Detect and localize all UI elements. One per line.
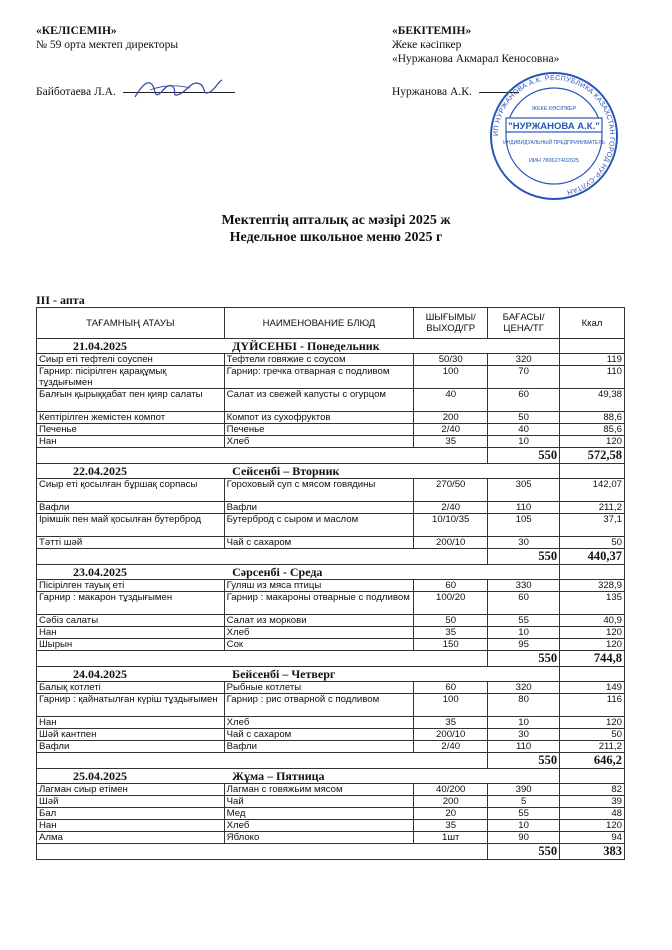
- dish-kcal: 328,9: [560, 580, 625, 592]
- dish-name-ru: Чай с сахаром: [224, 729, 414, 741]
- table-row: [37, 366, 625, 389]
- day-date: 21.04.2025: [37, 339, 225, 354]
- dish-name-kz: Алма: [37, 832, 225, 844]
- approval-right-position: Жеке кәсіпкер: [392, 39, 462, 51]
- table-row: [37, 424, 625, 436]
- total-row: [37, 549, 625, 565]
- right-signer-name: Нуржанова А.К.: [392, 86, 472, 98]
- dish-name-kz: Печенье: [37, 424, 225, 436]
- left-signer-name: Байботаева Л.А.: [36, 86, 116, 98]
- column-header-price: БАҒАСЫ/ ЦЕНА/ТГ: [488, 308, 560, 339]
- dish-price: 95: [488, 639, 560, 651]
- table-row: [37, 820, 625, 832]
- dish-kcal: 82: [560, 784, 625, 796]
- dish-price: 5: [488, 796, 560, 808]
- dish-name-kz: Шәй кантпен: [37, 729, 225, 741]
- day-date: 22.04.2025: [37, 464, 225, 479]
- dish-name-ru: Хлеб: [224, 627, 414, 639]
- table-row: [37, 832, 625, 844]
- dish-name-kz: Нан: [37, 717, 225, 729]
- approval-right-company: «Нуржанова Акмарал Кеносовна»: [392, 53, 560, 65]
- total-row: [37, 448, 625, 464]
- dish-kcal: 50: [560, 537, 625, 549]
- dish-price: 110: [488, 502, 560, 514]
- table-row: [37, 639, 625, 651]
- day-header-row: [37, 565, 625, 580]
- dish-output: 10/10/35: [414, 514, 488, 537]
- dish-output: 40/200: [414, 784, 488, 796]
- dish-kcal: 40,9: [560, 615, 625, 627]
- dish-name-ru: Чай: [224, 796, 414, 808]
- total-kcal: 646,2: [560, 753, 625, 769]
- official-stamp-icon: [488, 70, 620, 202]
- dish-output: 100: [414, 694, 488, 717]
- dish-price: 305: [488, 479, 560, 502]
- day-date: 24.04.2025: [37, 667, 225, 682]
- dish-output: 2/40: [414, 741, 488, 753]
- dish-kcal: 120: [560, 717, 625, 729]
- page-title-kz: Мектептің апталық ас мәзірі 2025 ж: [221, 213, 451, 228]
- dish-price: 10: [488, 436, 560, 448]
- dish-kcal: 37,1: [560, 514, 625, 537]
- dish-kcal: 116: [560, 694, 625, 717]
- dish-output: 50: [414, 615, 488, 627]
- stamp-inner-line3: ИИН 780627402025: [528, 158, 580, 164]
- dish-price: 70: [488, 366, 560, 389]
- dish-name-ru: Лагман с говяжьим мясом: [224, 784, 414, 796]
- dish-kcal: 149: [560, 682, 625, 694]
- approval-left-title: «КЕЛІСЕМІН»: [36, 25, 117, 37]
- dish-name-kz: Сиыр еті тефтелі соуспен: [37, 354, 225, 366]
- dish-kcal: 142,07: [560, 479, 625, 502]
- table-row: [37, 808, 625, 820]
- total-price: 550: [488, 844, 560, 860]
- dish-price: 55: [488, 808, 560, 820]
- table-row: [37, 537, 625, 549]
- dish-output: 35: [414, 717, 488, 729]
- dish-name-kz: Сәбіз салаты: [37, 615, 225, 627]
- day-name: ДҮЙСЕНБІ - Понедельник: [224, 339, 559, 354]
- dish-name-kz: Сиыр еті қосылған бұршақ сорпасы: [37, 479, 225, 502]
- dish-output: 20: [414, 808, 488, 820]
- table-row: [37, 627, 625, 639]
- day-blank-cell: [560, 769, 625, 784]
- dish-kcal: 94: [560, 832, 625, 844]
- dish-name-kz: Нан: [37, 436, 225, 448]
- table-row: [37, 729, 625, 741]
- dish-output: 35: [414, 627, 488, 639]
- day-name: Бейсенбі – Четверг: [224, 667, 559, 682]
- dish-kcal: 135: [560, 592, 625, 615]
- table-row: [37, 514, 625, 537]
- stamp-ring-text: ИП НУРЖАНОВА А.К. РЕСПУБЛИКА КАЗАХСТАН ГОРОД НУР-СУЛТАН: [492, 74, 616, 196]
- dish-name-kz: Бал: [37, 808, 225, 820]
- dish-kcal: 120: [560, 820, 625, 832]
- dish-kcal: 39: [560, 796, 625, 808]
- total-blank-cell: [37, 549, 488, 565]
- table-row: [37, 796, 625, 808]
- dish-output: 200: [414, 796, 488, 808]
- dish-price: 80: [488, 694, 560, 717]
- column-header-output: ШЫҒЫМЫ/ ВЫХОД/ГР: [414, 308, 488, 339]
- dish-name-kz: Пісірілген тауық еті: [37, 580, 225, 592]
- dish-name-kz: Ірімшік пен май қосылған бутерброд: [37, 514, 225, 537]
- table-row: [37, 682, 625, 694]
- dish-name-ru: Хлеб: [224, 436, 414, 448]
- total-blank-cell: [37, 753, 488, 769]
- dish-price: 60: [488, 389, 560, 412]
- dish-name-ru: Бутерброд с сыром и маслом: [224, 514, 414, 537]
- total-price: 550: [488, 448, 560, 464]
- dish-kcal: 48: [560, 808, 625, 820]
- total-blank-cell: [37, 448, 488, 464]
- dish-name-ru: Гарнир: гречка отварная с подливом: [224, 366, 414, 389]
- dish-price: 320: [488, 682, 560, 694]
- dish-kcal: 85,6: [560, 424, 625, 436]
- dish-name-ru: Хлеб: [224, 717, 414, 729]
- total-price: 550: [488, 549, 560, 565]
- table-row: [37, 389, 625, 412]
- dish-name-kz: Шырын: [37, 639, 225, 651]
- table-row: [37, 592, 625, 615]
- dish-price: 320: [488, 354, 560, 366]
- table-row: [37, 436, 625, 448]
- table-row: [37, 502, 625, 514]
- table-row: [37, 784, 625, 796]
- approval-left-position: № 59 орта мектеп директоры: [36, 39, 179, 51]
- day-name: Сейсенбі – Вторник: [224, 464, 559, 479]
- total-row: [37, 651, 625, 667]
- dish-name-kz: Гарнир : қайнатылған күріш тұздығымен: [37, 694, 225, 717]
- dish-output: 200: [414, 412, 488, 424]
- total-kcal: 744,8: [560, 651, 625, 667]
- dish-name-kz: Лагман сиыр етімен: [37, 784, 225, 796]
- day-name: Сәрсенбі - Среда: [224, 565, 559, 580]
- dish-kcal: 50: [560, 729, 625, 741]
- dish-name-ru: Гарнир : рис отварной с подливом: [224, 694, 414, 717]
- dish-name-ru: Вафли: [224, 741, 414, 753]
- dish-price: 30: [488, 729, 560, 741]
- table-row: [37, 615, 625, 627]
- dish-name-kz: Вафли: [37, 502, 225, 514]
- dish-name-ru: Яблоко: [224, 832, 414, 844]
- dish-name-ru: Сок: [224, 639, 414, 651]
- dish-price: 50: [488, 412, 560, 424]
- day-header-row: [37, 667, 625, 682]
- table-row: [37, 479, 625, 502]
- approval-right-title: «БЕКІТЕМІН»: [392, 25, 472, 37]
- page-title-ru: Недельное школьное меню 2025 г: [229, 230, 443, 245]
- column-header-ru: НАИМЕНОВАНИЕ БЛЮД: [224, 308, 414, 339]
- dish-name-kz: Нан: [37, 820, 225, 832]
- dish-output: 40: [414, 389, 488, 412]
- day-date: 25.04.2025: [37, 769, 225, 784]
- total-kcal: 383: [560, 844, 625, 860]
- total-kcal: 440,37: [560, 549, 625, 565]
- day-header-row: [37, 464, 625, 479]
- dish-price: 390: [488, 784, 560, 796]
- dish-name-ru: Мед: [224, 808, 414, 820]
- total-price: 550: [488, 753, 560, 769]
- column-header-kz: ТАҒАМНЫҢ АТАУЫ: [37, 308, 225, 339]
- dish-name-ru: Гороховый суп с мясом говядины: [224, 479, 414, 502]
- dish-output: 60: [414, 682, 488, 694]
- day-blank-cell: [560, 667, 625, 682]
- total-price: 550: [488, 651, 560, 667]
- dish-output: 35: [414, 436, 488, 448]
- dish-kcal: 211,2: [560, 502, 625, 514]
- table-row: [37, 580, 625, 592]
- dish-kcal: 211,2: [560, 741, 625, 753]
- dish-price: 90: [488, 832, 560, 844]
- dish-price: 330: [488, 580, 560, 592]
- dish-price: 10: [488, 627, 560, 639]
- dish-name-ru: Хлеб: [224, 820, 414, 832]
- dish-output: 2/40: [414, 424, 488, 436]
- dish-name-ru: Гарнир : макароны отварные с подливом: [224, 592, 414, 615]
- dish-price: 40: [488, 424, 560, 436]
- dish-output: 60: [414, 580, 488, 592]
- table-header-row: [37, 308, 625, 339]
- dish-kcal: 120: [560, 436, 625, 448]
- svg-text:ИП НУРЖАНОВА А.К. РЕСПУБЛИКА К: [493, 75, 615, 196]
- table-row: [37, 694, 625, 717]
- dish-price: 110: [488, 741, 560, 753]
- dish-price: 105: [488, 514, 560, 537]
- dish-name-ru: Рыбные котлеты: [224, 682, 414, 694]
- dish-price: 55: [488, 615, 560, 627]
- table-row: [37, 717, 625, 729]
- dish-name-ru: Вафли: [224, 502, 414, 514]
- dish-name-kz: Вафли: [37, 741, 225, 753]
- dish-name-kz: Балғын қырыққабат пен қияр салаты: [37, 389, 225, 412]
- total-row: [37, 753, 625, 769]
- table-row: [37, 412, 625, 424]
- dish-name-ru: Салат из моркови: [224, 615, 414, 627]
- stamp-inner-line2: ИНДИВИДУАЛЬНЫЙ ПРЕДПРИНИМАТЕЛЬ: [503, 140, 605, 146]
- dish-kcal: 88,6: [560, 412, 625, 424]
- dish-kcal: 120: [560, 627, 625, 639]
- day-date: 23.04.2025: [37, 565, 225, 580]
- total-blank-cell: [37, 651, 488, 667]
- dish-name-ru: Чай с сахаром: [224, 537, 414, 549]
- dish-output: 100: [414, 366, 488, 389]
- dish-name-ru: Компот из сухофруктов: [224, 412, 414, 424]
- column-header-kcal: Ккал: [560, 308, 625, 339]
- menu-table: [36, 307, 625, 860]
- dish-kcal: 49,38: [560, 389, 625, 412]
- dish-name-kz: Балық котлеті: [37, 682, 225, 694]
- table-row: [37, 741, 625, 753]
- dish-kcal: 110: [560, 366, 625, 389]
- dish-output: 200/10: [414, 729, 488, 741]
- dish-output: 150: [414, 639, 488, 651]
- week-label: III - апта: [36, 293, 85, 307]
- director-signature-icon: [130, 72, 225, 106]
- dish-output: 50/30: [414, 354, 488, 366]
- day-blank-cell: [560, 565, 625, 580]
- stamp-inner-line1: ЖЕКЕ КӘСІПКЕР: [531, 106, 577, 112]
- dish-output: 1шт: [414, 832, 488, 844]
- dish-price: 10: [488, 820, 560, 832]
- dish-output: 200/10: [414, 537, 488, 549]
- dish-kcal: 119: [560, 354, 625, 366]
- dish-name-kz: Тәтті шәй: [37, 537, 225, 549]
- dish-name-kz: Нан: [37, 627, 225, 639]
- dish-name-ru: Печенье: [224, 424, 414, 436]
- total-row: [37, 844, 625, 860]
- dish-output: 270/50: [414, 479, 488, 502]
- table-row: [37, 354, 625, 366]
- dish-name-ru: Тефтели говяжие с соусом: [224, 354, 414, 366]
- dish-name-kz: Шәй: [37, 796, 225, 808]
- day-header-row: [37, 339, 625, 354]
- dish-name-ru: Салат из свежей капусты с огурцом: [224, 389, 414, 412]
- dish-name-ru: Гуляш из мяса птицы: [224, 580, 414, 592]
- total-kcal: 572,58: [560, 448, 625, 464]
- day-name: Жұма – Пятница: [224, 769, 559, 784]
- dish-price: 10: [488, 717, 560, 729]
- dish-output: 35: [414, 820, 488, 832]
- dish-name-kz: Кептірілген жемістен компот: [37, 412, 225, 424]
- dish-name-kz: Гарнир: пісірілген қарақұмық тұздығымен: [37, 366, 225, 389]
- day-header-row: [37, 769, 625, 784]
- dish-price: 30: [488, 537, 560, 549]
- dish-price: 60: [488, 592, 560, 615]
- day-blank-cell: [560, 464, 625, 479]
- dish-name-kz: Гарнир : макарон тұздығымен: [37, 592, 225, 615]
- total-blank-cell: [37, 844, 488, 860]
- stamp-center-name: "НУРЖАНОВА А.К.": [508, 121, 600, 132]
- dish-output: 2/40: [414, 502, 488, 514]
- day-blank-cell: [560, 339, 625, 354]
- dish-output: 100/20: [414, 592, 488, 615]
- dish-kcal: 120: [560, 639, 625, 651]
